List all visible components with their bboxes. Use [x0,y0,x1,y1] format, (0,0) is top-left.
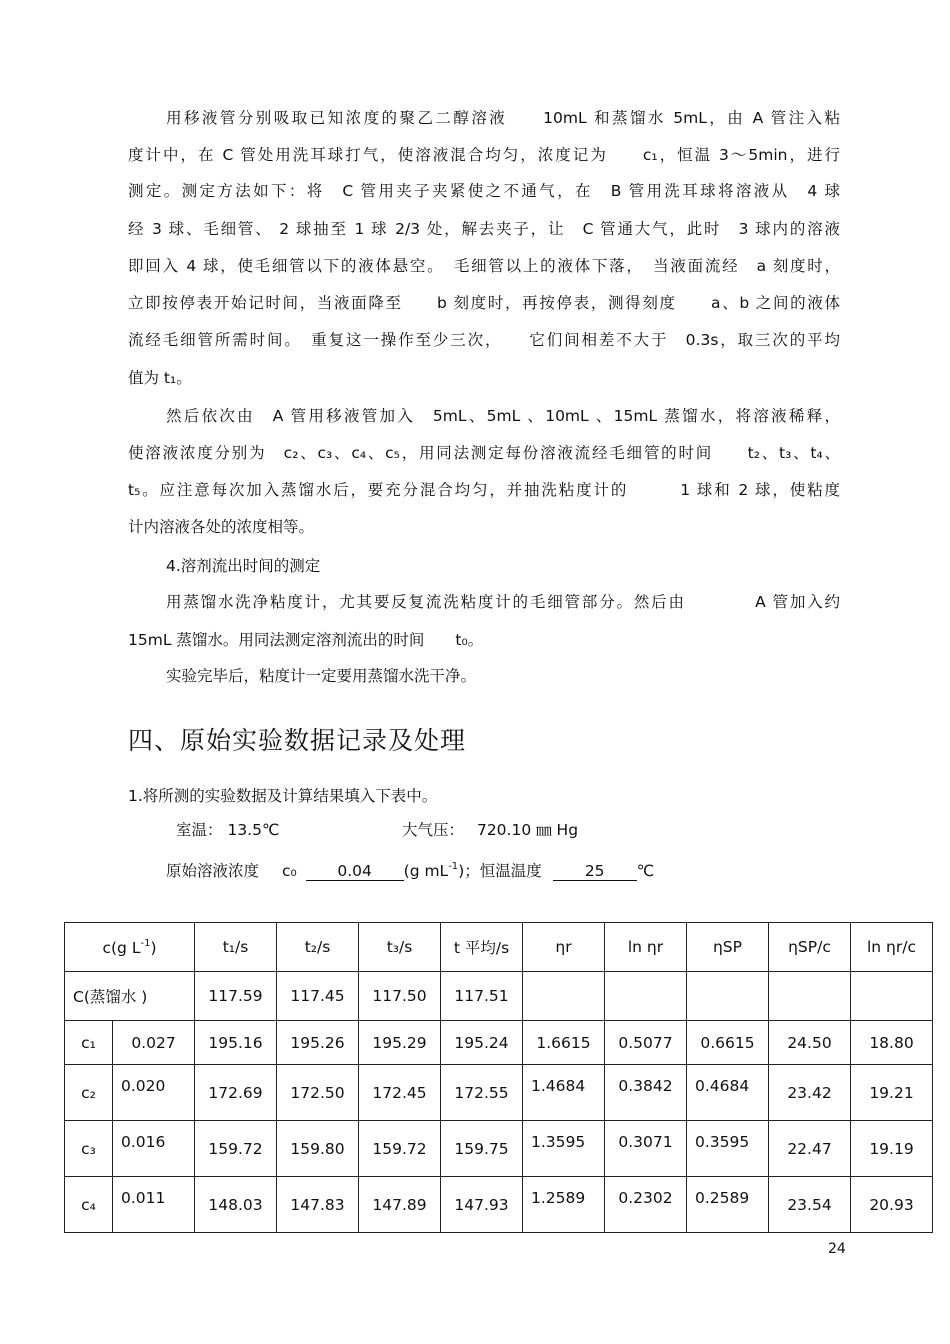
table-cell: 172.55 [441,1065,523,1121]
header-eta-r: ηr [523,923,605,972]
paragraph-3-line: 15mL 蒸馏水。用同法测定溶剂流出的时间 t₀。 [128,631,484,649]
temp-value: 25 [553,862,637,881]
header-t2: t₂/s [277,923,359,972]
table-row [65,1121,933,1177]
initial-concentration [166,857,654,881]
table-cell: 117.59 [195,972,277,1021]
paragraph-1-line: 流经毛细管所需时间。 重复这一操作至少三次， 它们间相差不大于 0.3s，取三次的平均 [128,331,840,349]
table-cell: 195.26 [277,1021,359,1065]
temp-unit: ℃ [636,862,655,880]
table-cell: 24.50 [769,1021,851,1065]
table-cell: 172.69 [195,1065,277,1121]
section-title: 四、原始实验数据记录及处理 [128,726,467,755]
table-cell: 148.03 [195,1177,277,1233]
header-t3: t₃/s [359,923,441,972]
row-concentration: 0.011 [113,1177,195,1233]
table-row-water [65,972,933,1021]
paragraph-2-line: 使溶液浓度分别为 c₂、c₃、c₄、c₅，用同法测定每份溶液流经毛细管的时间 t₂、t₃、t₄、 [128,444,840,462]
paragraph-1-line: 即回入 4 球，使毛细管以下的液体悬空。 毛细管以上的液体下落， 当液面流经 a 刻度时， [128,257,840,275]
row-name: c₁ [65,1021,113,1065]
table-cell: 159.72 [195,1121,277,1177]
room-temp-value: 13.5℃ [227,821,280,839]
table-cell-empty [769,972,851,1021]
subheading-solvent-time: 4.溶剂流出时间的测定 [166,557,321,575]
table-cell: 1.3595 [523,1121,605,1177]
table-cell: 0.4684 [687,1065,769,1121]
table-cell: 117.45 [277,972,359,1021]
c0-unit-exponent: -1 [448,861,459,872]
table-cell: 19.21 [851,1065,933,1121]
table-header-row [65,923,933,972]
table-cell: 117.50 [359,972,441,1021]
table-cell: 159.72 [359,1121,441,1177]
paragraph-3-line: 用蒸馏水洗净粘度计，尤其要反复流洗粘度计的毛细管部分。然后由 A 管加入约 [166,593,840,611]
table-cell: 147.83 [277,1177,359,1233]
table-cell: 0.3071 [605,1121,687,1177]
table-cell: 172.45 [359,1065,441,1121]
row-concentration: 0.020 [113,1065,195,1121]
c0-symbol: c₀ [281,862,297,880]
table-cell: 23.42 [769,1065,851,1121]
header-eta-sp-c: ηSP/c [769,923,851,972]
row-name: c₄ [65,1177,113,1233]
table-cell: 0.3595 [687,1121,769,1177]
table-cell: 195.29 [359,1021,441,1065]
table-cell-empty [687,972,769,1021]
header-ln-eta-r-c: ln ηr/c [851,923,933,972]
paragraph-1-line: 经 3 球、毛细管、 2 球抽至 1 球 2/3 处，解去夹子，让 C 管通大气，此时 3 球内的溶液 [128,220,840,238]
table-cell: 22.47 [769,1121,851,1177]
header-eta-sp: ηSP [687,923,769,972]
table-row [65,1021,933,1065]
table-cell: 0.6615 [687,1021,769,1065]
row-name: c₂ [65,1065,113,1121]
table-cell: 19.19 [851,1121,933,1177]
paragraph-2-line: 然后依次由 A 管用移液管加入 5mL、5mL 、10mL 、15mL 蒸馏水，将溶液稀释， [166,407,840,425]
room-temp-label: 室温： [176,821,223,839]
table-cell: 1.2589 [523,1177,605,1233]
table-cell: 159.80 [277,1121,359,1177]
row-concentration: 0.016 [113,1121,195,1177]
conc-label: 原始溶液浓度 [166,862,260,880]
paragraph-2-line: t₅。应注意每次加入蒸馏水后，要充分混合均匀，并抽洗粘度计的 1 球和 2 球，使粘度 [128,481,840,499]
page-number: 24 [828,1241,846,1257]
table-cell-empty [605,972,687,1021]
pressure-label: 大气压： [402,821,465,839]
pressure-value: 720.10 ㎜ Hg [476,821,579,839]
water-label: C(蒸馏水 ) [65,972,195,1021]
table-cell: 195.24 [441,1021,523,1065]
paragraph-1-line: 值为 t₁。 [128,369,192,387]
table-cell: 1.4684 [523,1065,605,1121]
table-cell: 147.93 [441,1177,523,1233]
instruction-text: 1.将所测的实验数据及计算结果填入下表中。 [128,787,438,805]
table-cell: 0.3842 [605,1065,687,1121]
c0-value: 0.04 [306,862,404,881]
table-cell: 0.2589 [687,1177,769,1233]
table-cell: 159.75 [441,1121,523,1177]
row-concentration: 0.027 [113,1021,195,1065]
table-cell: 1.6615 [523,1021,605,1065]
table-cell: 172.50 [277,1065,359,1121]
row-name: c₃ [65,1121,113,1177]
paragraph-1-line: 立即按停表开始记时间，当液面降至 b 刻度时，再按停表，测得刻度 a、b 之间的液体 [128,294,840,312]
table-row [65,1065,933,1121]
table-cell-empty [851,972,933,1021]
header-t-avg: t 平均/s [441,923,523,972]
room-temp [176,820,279,840]
table-cell: 0.5077 [605,1021,687,1065]
paragraph-4-line: 实验完毕后，粘度计一定要用蒸馏水洗干净。 [166,667,477,685]
table-cell: 117.51 [441,972,523,1021]
paragraph-2-line: 计内溶液各处的浓度相等。 [128,518,315,536]
table-cell: 23.54 [769,1177,851,1233]
header-t1: t₁/s [195,923,277,972]
header-concentration: c(g $L^{-1}$) [65,923,195,972]
header-ln-eta-r: ln ηr [605,923,687,972]
c0-unit: (g mL [403,862,449,880]
paragraph-1-line: 用移液管分别吸取已知浓度的聚乙二醇溶液 10mL 和蒸馏水 5mL，由 A 管注入粘 [166,109,840,127]
table-cell: 20.93 [851,1177,933,1233]
table-cell: 147.89 [359,1177,441,1233]
pressure [402,820,578,840]
table-cell: 195.16 [195,1021,277,1065]
data-table [64,922,933,1233]
table-cell: 0.2302 [605,1177,687,1233]
table-cell: 18.80 [851,1021,933,1065]
table-row [65,1177,933,1233]
table-cell-empty [523,972,605,1021]
temp-label: )；恒温温度 [458,862,542,880]
paragraph-1-line: 测定。测定方法如下：将 C 管用夹子夹紧使之不通气，在 B 管用洗耳球将溶液从 4 球 [128,182,840,200]
paragraph-1-line: 度计中，在 C 管处用洗耳球打气，使溶液混合均匀，浓度记为 c₁，恒温 3～5min，进行 [128,146,840,164]
